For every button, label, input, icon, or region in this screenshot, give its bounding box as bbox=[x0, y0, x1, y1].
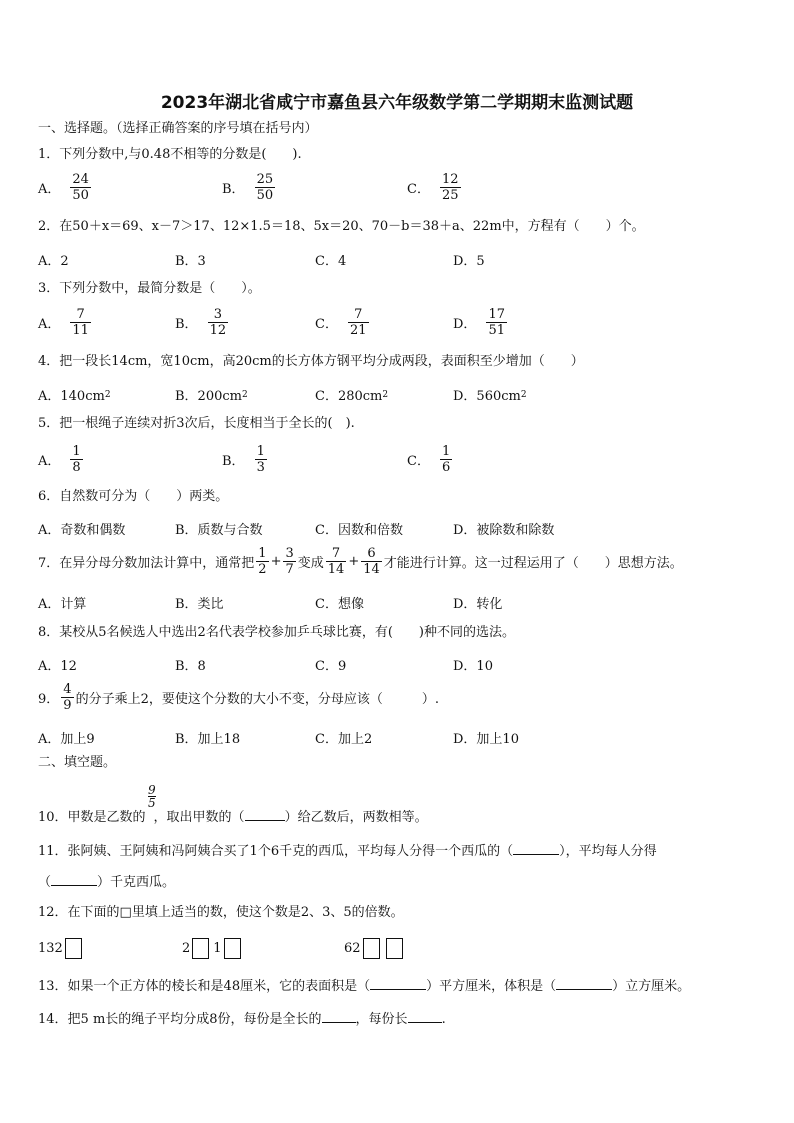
q7-option-a: A．计算 bbox=[38, 597, 87, 612]
q8-option-a: A．12 bbox=[38, 659, 77, 674]
question-6: 6．自然数可分为（ ）两类。 bbox=[38, 489, 229, 504]
fraction: $\frac{1}{3}$ bbox=[256, 444, 265, 475]
q5-option-c: C． $\frac{1}{6}$ bbox=[407, 444, 451, 475]
fraction: $\frac{1}{6}$ bbox=[441, 444, 451, 475]
page-title: 2023年湖北省咸宁市嘉鱼县六年级数学第二学期期末监测试题 bbox=[160, 93, 634, 113]
digit-box[interactable] bbox=[224, 938, 241, 959]
fraction: $\frac{1}{2}$ bbox=[258, 546, 267, 577]
q6-option-b: B．质数与合数 bbox=[175, 523, 263, 538]
q6-option-d: D．被除数和除数 bbox=[453, 523, 555, 538]
question-4: 4．把一段长14cm，宽10cm，高20cm的长方体方钢平均分成两段，表面积至少增加（ ） bbox=[38, 354, 584, 369]
digit-box[interactable] bbox=[386, 938, 403, 959]
q8-option-b: B．8 bbox=[175, 659, 206, 674]
q2-option-b: B．3 bbox=[175, 254, 206, 269]
q3-option-b: B． $\frac{3}{12}$ bbox=[175, 307, 227, 338]
q12-number-3: 62 bbox=[344, 938, 407, 959]
question-11-line-2: （ ）千克西瓜。 bbox=[38, 875, 176, 890]
answer-blank[interactable] bbox=[513, 842, 559, 855]
question-2: 2．在50＋x＝69、x－7＞17、12×1.5＝18、5x＝20、70－b＝38＋a、22m中，方程有（ ）个。 bbox=[38, 219, 645, 234]
q3-option-c: C． $\frac{7}{21}$ bbox=[315, 307, 367, 338]
q1-option-c: C． $\frac{12}{25}$ bbox=[407, 172, 459, 203]
q12-number-1: 132 bbox=[38, 938, 86, 959]
digit-box[interactable] bbox=[65, 938, 82, 959]
q7-option-b: B．类比 bbox=[175, 597, 224, 612]
q7-option-c: C．想像 bbox=[315, 597, 364, 612]
q6-option-a: A．奇数和偶数 bbox=[38, 523, 126, 538]
q8-option-c: C．9 bbox=[315, 659, 347, 674]
q9-option-c: C．加上2 bbox=[315, 732, 373, 747]
question-5: 5．把一根绳子连续对折3次后，长度相当于全长的( ). bbox=[38, 416, 355, 431]
fraction: $\frac{3}{12}$ bbox=[209, 307, 227, 338]
fraction: $\frac{17}{51}$ bbox=[488, 307, 505, 338]
q6-option-c: C．因数和倍数 bbox=[315, 523, 403, 538]
q1-option-b: B． $\frac{25}{50}$ bbox=[222, 172, 274, 203]
q1-option-a: A． $\frac{24}{50}$ bbox=[38, 172, 89, 203]
q2-option-d: D．5 bbox=[453, 254, 485, 269]
section-choice-heading: 一、选择题。（选择正确答案的序号填在括号内） bbox=[38, 121, 318, 136]
fraction: $\frac{7}{11}$ bbox=[72, 307, 89, 338]
question-8: 8．某校从5名候选人中选出2名代表学校参加乒乓球比赛，有( )种不同的选法。 bbox=[38, 625, 515, 640]
answer-blank[interactable] bbox=[408, 1010, 442, 1023]
section-fill-heading: 二、填空题。 bbox=[38, 755, 117, 770]
question-9: 9． $\frac{4}{9}$ 的分子乘上2，要使这个分数的大小不变，分母应该（ ）. bbox=[38, 682, 439, 713]
fraction: $\frac{7}{21}$ bbox=[349, 307, 367, 338]
q8-option-d: D．10 bbox=[453, 659, 493, 674]
q10-fraction: $\frac{9}{5}$ bbox=[148, 783, 156, 810]
fraction: $\frac{25}{50}$ bbox=[256, 172, 274, 203]
fraction: $\frac{3}{7}$ bbox=[285, 546, 294, 577]
answer-blank[interactable] bbox=[556, 977, 612, 990]
digit-box[interactable] bbox=[192, 938, 209, 959]
question-1: 1．下列分数中,与0.48不相等的分数是( ). bbox=[38, 147, 302, 162]
question-14: 14．把5 m长的绳子平均分成8份，每份是全长的 ，每份长 . bbox=[38, 1012, 446, 1027]
question-13: 13．如果一个正方体的棱长和是48厘米，它的表面积是（ ）平方厘米，体积是（ ）立方厘米。 bbox=[38, 979, 691, 994]
question-7: 7．在异分母分数加法计算中，通常把 $\frac{1}{2}$ + $\frac{3}{7}$ 变成 $\frac{7}{14}$ + $\frac{6}{14}$ 才能进行计算。这一过程运用了（ ）思想方法。 bbox=[38, 546, 683, 577]
q3-option-d: D． $\frac{17}{51}$ bbox=[453, 307, 505, 338]
q9-option-b: B．加上18 bbox=[175, 732, 241, 747]
q2-option-a: A．2 bbox=[38, 254, 69, 269]
q5-option-a: A． $\frac{1}{8}$ bbox=[38, 444, 81, 475]
fraction: $\frac{6}{14}$ bbox=[363, 546, 380, 577]
fraction: $\frac{7}{14}$ bbox=[327, 546, 345, 577]
q4-option-c: C．280cm 2 bbox=[315, 389, 389, 404]
answer-blank[interactable] bbox=[322, 1010, 356, 1023]
q7-option-d: D．转化 bbox=[453, 597, 503, 612]
digit-box[interactable] bbox=[363, 938, 380, 959]
question-3: 3．下列分数中，最简分数是（ ）。 bbox=[38, 281, 261, 296]
q9-option-a: A．加上9 bbox=[38, 732, 95, 747]
answer-blank[interactable] bbox=[370, 977, 426, 990]
fraction: $\frac{1}{8}$ bbox=[72, 444, 81, 475]
answer-blank[interactable] bbox=[51, 873, 97, 886]
q4-option-d: D．560cm 2 bbox=[453, 389, 527, 404]
q5-option-b: B． $\frac{1}{3}$ bbox=[222, 444, 265, 475]
q4-option-b: B．200cm 2 bbox=[175, 389, 248, 404]
fraction: $\frac{4}{9}$ bbox=[63, 682, 72, 713]
q12-number-2: 2 1 bbox=[182, 938, 245, 959]
question-10: 10．甲数是乙数的 ，取出甲数的（ ）给乙数后，两数相等。 bbox=[38, 810, 428, 825]
fraction: $\frac{12}{25}$ bbox=[441, 172, 459, 203]
answer-blank[interactable] bbox=[245, 808, 285, 821]
q9-option-d: D．加上10 bbox=[453, 732, 519, 747]
question-11-line-1: 11．张阿姨、王阿姨和冯阿姨合买了1个6千克的西瓜，平均每人分得一个西瓜的（ ），平均每人分得 bbox=[38, 844, 657, 859]
q4-option-a: A．140cm 2 bbox=[38, 389, 111, 404]
q3-option-a: A． $\frac{7}{11}$ bbox=[38, 307, 89, 338]
question-12: 12．在下面的□里填上适当的数，使这个数是2、3、5的倍数。 bbox=[38, 905, 404, 920]
fraction: $\frac{24}{50}$ bbox=[72, 172, 89, 203]
q2-option-c: C．4 bbox=[315, 254, 347, 269]
